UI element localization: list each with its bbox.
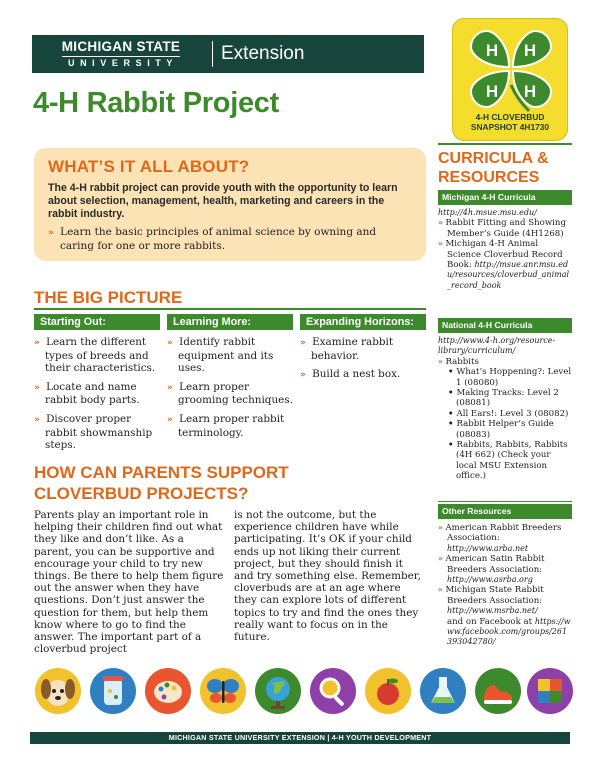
about-section [34, 148, 426, 261]
other-resources-rule [438, 501, 572, 502]
about-bullet-text: Learn the basic principles of animal science by owning and caring for one or more rabbits. [60, 226, 377, 252]
michigan-curricula-link[interactable]: http://4h.msue.msu.edu/ [438, 208, 537, 217]
bullet-arrow-icon: » [438, 356, 446, 366]
paint-palette-icon [144, 667, 192, 715]
other-resources-block [438, 523, 572, 648]
page-title: 4-H Rabbit Project [33, 87, 279, 119]
bullet-dot-icon: • [448, 408, 457, 419]
big-picture-column [167, 314, 293, 445]
puzzle-icon [526, 667, 574, 715]
about-heading: WHAT’S IT ALL ABOUT? [48, 157, 250, 176]
parents-heading-line2: CLOVERBUD PROJECTS? [34, 484, 249, 503]
dog-icon [34, 667, 82, 715]
arba-link[interactable]: http://www.arba.net [447, 543, 529, 553]
msu-line2: UNIVERSITY [67, 57, 178, 68]
list-item: » Learn proper rabbit terminology. [167, 412, 285, 439]
bullet-arrow-icon: » [34, 414, 47, 425]
about-lead: The 4-H rabbit project can provide youth with the opportunity to learn about selection, management, health, marketing and careers in the rabbit industry. [48, 182, 398, 220]
about-bullet [48, 226, 412, 253]
sneaker-icon [474, 667, 522, 715]
national-curricula-bar: National 4-H Curricula [438, 318, 572, 333]
list-item: » Rabbits [438, 356, 479, 367]
big-picture-column [34, 314, 160, 458]
list-item: • Making Tracks: Level 2 (08081) [448, 388, 559, 409]
asrba-link[interactable]: http://www.asrba.org [447, 575, 533, 585]
clover-leaf-letter: H [485, 82, 499, 101]
magnifier-icon [309, 667, 357, 715]
facebook-group-link[interactable]: https://www.facebook.com/groups/261393042780/ [447, 616, 571, 647]
bullet-dot-icon: • [448, 388, 457, 399]
list-item: » Examine rabbit behavior. [300, 336, 394, 362]
bullet-arrow-icon: » [300, 338, 313, 348]
list-item: » American Rabbit Breeders Association: http://www.arba.net [438, 523, 562, 553]
list-item: » Michigan State Rabbit Breeders Association: http://www.msrba.net/ and on Facebook at https://www.facebook.com/groups/261393042780/ [438, 585, 571, 647]
bullet-dot-icon: • [448, 367, 457, 378]
cloverbud-icon-row [34, 667, 574, 729]
clover-leaf-letter: H [523, 41, 537, 60]
parents-heading-line1: HOW CAN PARENTS SUPPORT [34, 463, 289, 482]
parents-heading [34, 462, 289, 504]
big-picture-column [300, 314, 426, 388]
badge-line2: SNAPSHOT 4H1730 [470, 122, 550, 132]
bullet-arrow-icon: » [167, 382, 180, 393]
list-item: » Rabbit Fitting and Showing Member’s Guide (4H1268) [438, 218, 566, 239]
list-item: » Build a nest box. [300, 368, 401, 381]
column-title: Starting Out: [34, 314, 160, 330]
apple-icon [364, 667, 412, 715]
list-item: » Identify rabbit equipment and its uses. [167, 336, 274, 375]
list-item: • What’s Hoppening?: Level 1 (08080) [448, 367, 572, 388]
bullet-dot-icon: • [448, 419, 457, 430]
list-item: • All Ears!: Level 3 (08082) [448, 408, 569, 419]
resources-rule [438, 143, 572, 145]
column-title: Expanding Horizons: [300, 314, 426, 330]
msu-line1: MICHIGAN STATE [62, 40, 180, 57]
bullet-arrow-icon: » [167, 338, 180, 348]
msu-wordmark [32, 35, 210, 73]
four-leaf-clover-icon [465, 25, 557, 113]
resources-heading-line1: CURRICULA & [438, 150, 549, 167]
badge-line1: 4-H CLOVERBUD [475, 112, 545, 122]
bullet-arrow-icon: » [438, 585, 446, 595]
bullet-arrow-icon: » [438, 239, 446, 249]
list-item: » American Satin Rabbit Breeders Association: http://www.asrba.org [438, 554, 545, 585]
bullet-arrow-icon: » [34, 382, 47, 393]
bullet-arrow-icon: » [300, 370, 313, 381]
badge-caption [453, 112, 567, 132]
national-curricula-link[interactable]: http://www.4-h.org/resource-library/curriculum/ [438, 336, 556, 356]
other-resources-bar: Other Resources [438, 504, 572, 519]
list-item: • Rabbits, Rabbits, Rabbits (4H 662) (Check your local MSU Extension office.) [448, 440, 568, 482]
extension-label: Extension [221, 43, 305, 64]
clover-leaf-letter: H [523, 82, 537, 101]
resources-heading-line2: RESOURCES [438, 169, 540, 186]
bullet-arrow-icon: » [48, 228, 61, 238]
list-item: » Michigan 4-H Animal Science Cloverbud Record Book: http://msue.anr.msu.edu/resources/cloverbud_animal_record_book [438, 239, 570, 290]
msrba-link[interactable]: http://www.msrba.net/ [447, 606, 538, 616]
michigan-curricula-bar: Michigan 4-H Curricula [438, 190, 572, 205]
flask-icon [419, 667, 467, 715]
parents-text-col1: Parents play an important role in helping their children find out what they like and don’t like. As a parent, you can be supportive and encourage your child to try new things. Be there to help them figure out the answer when they have questions. Don’t just answer the question for them, but help them know where to go to find the answer. The important part of a cloverbud project [34, 509, 224, 656]
list-item: » Learn proper grooming techniques. [167, 380, 293, 407]
resources-heading [438, 149, 549, 187]
bullet-dot-icon: • [448, 440, 457, 451]
michigan-curricula-block [438, 208, 572, 291]
big-picture-heading: THE BIG PICTURE [34, 288, 183, 307]
bullet-arrow-icon: » [438, 218, 446, 228]
msu-header-band [32, 35, 424, 73]
globe-icon [254, 667, 302, 715]
column-title: Learning More: [167, 314, 293, 330]
record-book-link[interactable]: http://msue.anr.msu.edu/resources/cloverbud_animal_record_book [447, 260, 570, 290]
footer-band: MICHIGAN STATE UNIVERSITY EXTENSION | 4-H YOUTH DEVELOPMENT [30, 732, 570, 744]
header-divider [212, 41, 213, 67]
list-item: » Locate and name rabbit body parts. [34, 380, 140, 407]
list-item: » Discover proper rabbit showmanship steps. [34, 412, 153, 452]
national-curricula-block [438, 336, 572, 482]
bullet-arrow-icon: » [438, 554, 446, 564]
parents-text-col2: is not the outcome, but the experience children have while participating. It’s OK if your child ends up not liking their current project, but they should finish it and try something else. Remember, cloverbuds are at an age where they can explore lots of different topics to try and find the ones they really want to focus on in the future. [234, 509, 421, 644]
big-picture-rule [34, 308, 426, 310]
bullet-arrow-icon: » [438, 523, 446, 532]
bullet-arrow-icon: » [34, 338, 47, 348]
butterfly-icon [199, 667, 247, 715]
list-item: » Learn the different types of breeds and their characteristics. [34, 336, 156, 375]
clover-leaf-letter: H [485, 41, 499, 60]
jar-icon [89, 667, 137, 715]
cloverbud-badge [452, 18, 568, 141]
bullet-arrow-icon: » [167, 414, 180, 425]
list-item: • Rabbit Helper’s Guide (08083) [448, 419, 554, 440]
